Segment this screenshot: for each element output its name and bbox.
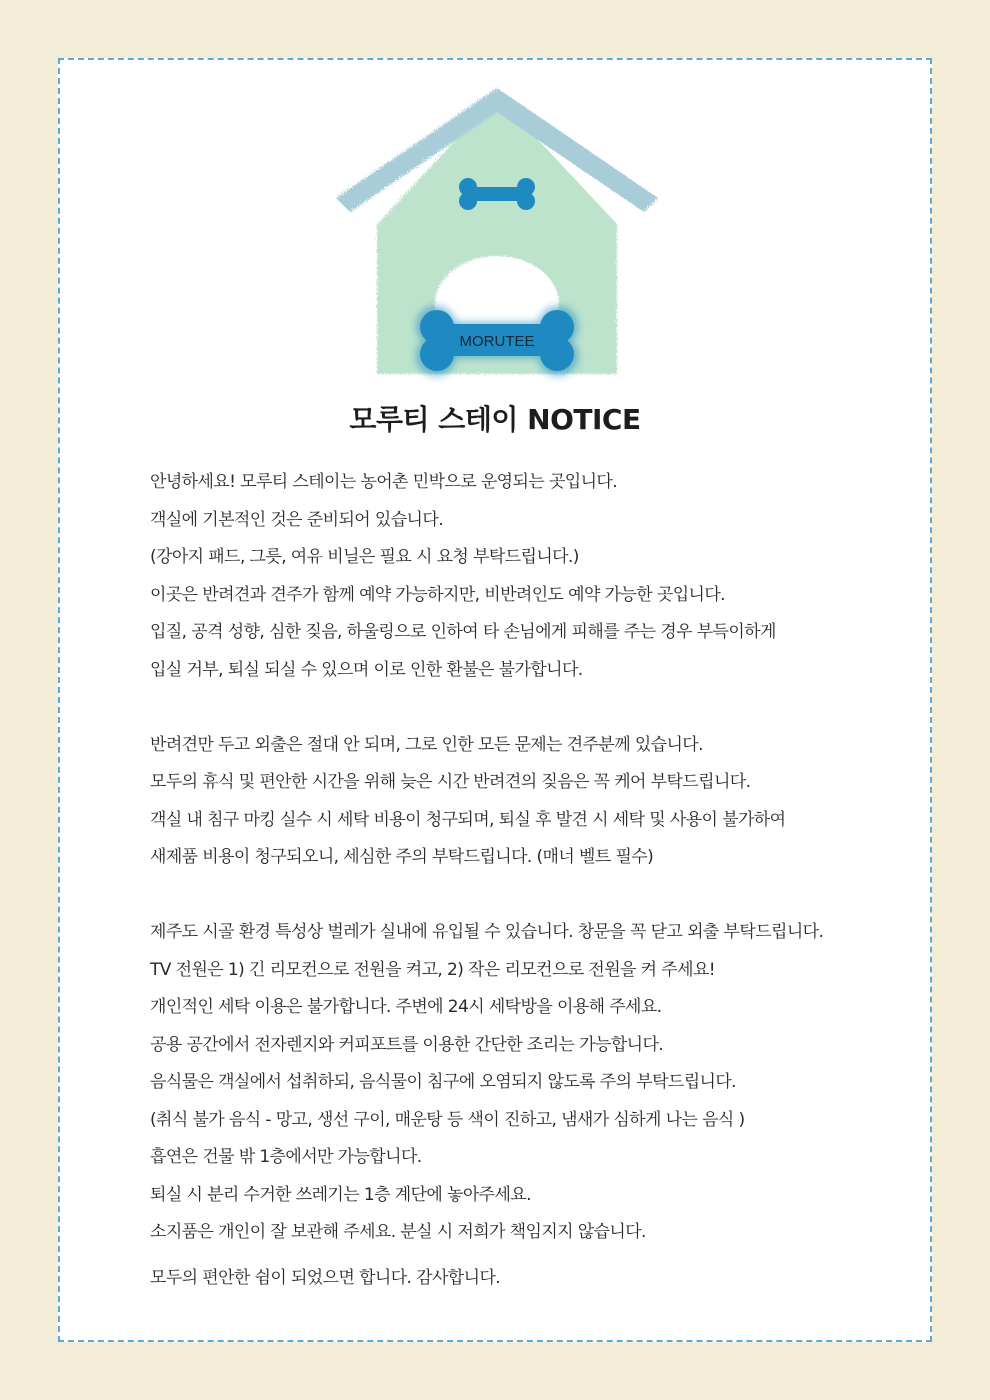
notice-line: 객실 내 침구 마킹 실수 시 세탁 비용이 청구되며, 퇴실 후 발견 시 세탁 및 사용이 불가하여 xyxy=(150,809,786,830)
notice-line: 제주도 시골 환경 특성상 벌레가 실내에 유입될 수 있습니다. 창문을 꼭 닫고 외출 부탁드립니다. xyxy=(150,922,824,942)
notice-line: 안녕하세요! 모루티 스테이는 농어촌 민박으로 운영되는 곳입니다. xyxy=(150,472,618,492)
notice-paragraph-2 xyxy=(150,727,910,877)
notice-line: 소지품은 개인이 잘 보관해 주세요. 분실 시 저희가 책임지지 않습니다. xyxy=(150,1222,646,1242)
notice-line: 반려견만 두고 외출은 절대 안 되며, 그로 인한 모든 문제는 견주분께 있습니다. xyxy=(150,734,703,755)
notice-line: TV 전원은 1) 긴 리모컨으로 전원을 켜고, 2) 작은 리모컨으로 전원을 켜 주세요! xyxy=(150,959,715,980)
dog-house-icon xyxy=(332,84,662,384)
notice-line: 퇴실 시 분리 수거한 쓰레기는 1층 계단에 놓아주세요. xyxy=(150,1184,531,1205)
notice-line: (취식 불가 음식 - 망고, 생선 구이, 매운탕 등 색이 진하고, 냄새가 심하게 나는 음식 ) xyxy=(150,1109,745,1130)
notice-paragraph-3 xyxy=(150,914,910,1252)
notice-line: 음식물은 객실에서 섭취하되, 음식물이 침구에 오염되지 않도록 주의 부탁드립니다. xyxy=(150,1072,736,1092)
notice-line: 흡연은 건물 밖 1층에서만 가능합니다. xyxy=(150,1147,422,1167)
notice-line: 객실에 기본적인 것은 준비되어 있습니다. xyxy=(150,509,443,530)
notice-card xyxy=(58,58,932,1342)
closing-message: 모두의 편안한 쉼이 되었으면 합니다. 감사합니다. xyxy=(150,1267,501,1288)
notice-line: 입실 거부, 퇴실 되실 수 있으며 이로 인한 환불은 불가합니다. xyxy=(150,659,583,680)
notice-line: 입질, 공격 성향, 심한 짖음, 하울링으로 인하여 타 손님에게 피해를 주는 경우 부득이하게 xyxy=(150,622,776,642)
notice-paragraph-1 xyxy=(150,464,910,689)
notice-line: 공용 공간에서 전자렌지와 커피포트를 이용한 간단한 조리는 가능합니다. xyxy=(150,1034,664,1055)
notice-body xyxy=(150,464,910,1297)
notice-line: 개인적인 세탁 이용은 불가합니다. 주변에 24시 세탁방을 이용해 주세요. xyxy=(150,997,662,1017)
notice-line: 이곳은 반려견과 견주가 함께 예약 가능하지만, 비반려인도 예약 가능한 곳입니다. xyxy=(150,584,725,605)
notice-line: (강아지 패드, 그릇, 여유 비닐은 필요 시 요청 부탁드립니다.) xyxy=(150,547,579,567)
notice-line: 새제품 비용이 청구되오니, 세심한 주의 부탁드립니다. (매너 벨트 필수) xyxy=(150,847,654,867)
notice-line: 모두의 휴식 및 편안한 시간을 위해 늦은 시간 반려견의 짖음은 꼭 케어 부탁드립니다. xyxy=(150,772,751,792)
brand-label: MORUTEE xyxy=(459,333,535,350)
page-title: 모루티 스테이 NOTICE xyxy=(349,403,641,436)
